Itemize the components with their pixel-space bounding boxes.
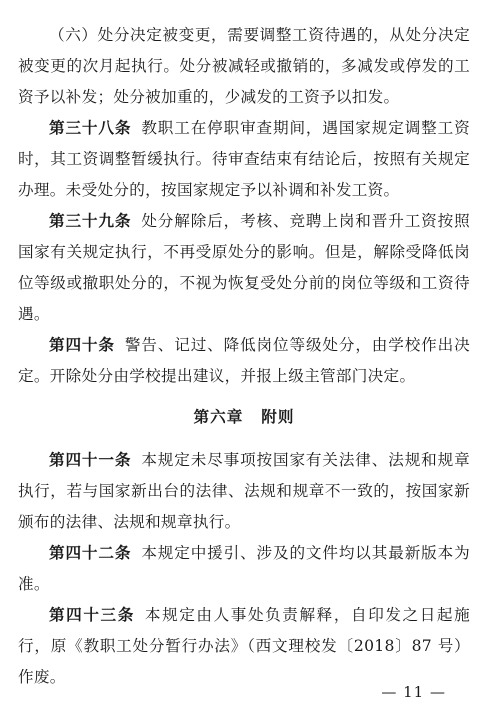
article-text: 处分解除后，考核、竞聘上岗和晋升工资按照国家有关规定执行，不再受原处分的影响。但是，解除受降低岗位等级或撤职处分的，不视为恢复受处分前的岗位等级和工资待遇。 [18, 212, 470, 323]
chapter-heading [18, 402, 470, 433]
article-text: 本规定中援引、涉及的文件均以其最新版本为准。 [18, 544, 470, 593]
article-number: 第四十三条 [49, 606, 135, 624]
article-42 [18, 538, 470, 600]
page-number: — 11 — [381, 683, 446, 701]
document-page [18, 20, 470, 693]
article-number: 第三十八条 [49, 119, 132, 137]
chapter-title: 附则 [261, 408, 295, 426]
paragraph-text: （六）处分决定被变更，需要调整工资待遇的，从处分决定被变更的次月起执行。处分被减轻或撤销的，多减发或停发的工资予以补发；处分被加重的，少减发的工资予以扣发。 [18, 26, 470, 106]
article-39 [18, 206, 470, 330]
article-number: 第四十二条 [49, 544, 132, 562]
paragraph-item-6 [18, 20, 470, 113]
article-number: 第四十一条 [49, 451, 132, 469]
article-number: 第四十条 [49, 336, 115, 354]
article-text: 教职工在停职审查期间，遇国家规定调整工资时，其工资调整暂缓执行。待审查结束有结论后，按照有关规定办理。未受处分的，按国家规定予以补调和补发工资。 [18, 119, 470, 199]
article-43 [18, 600, 470, 693]
chapter-number: 第六章 [193, 408, 244, 426]
article-40 [18, 330, 470, 392]
article-text: 本规定由人事处负责解释，自印发之日起施行，原《教职工处分暂行办法》（西文理校发〔2018〕87 号）作废。 [18, 606, 470, 686]
article-number: 第三十九条 [49, 212, 132, 230]
article-text: 本规定未尽事项按国家有关法律、法规和规章执行，若与国家新出台的法律、法规和规章不一致的，按国家新颁布的法律、法规和规章执行。 [18, 451, 470, 531]
article-38 [18, 113, 470, 206]
article-text: 警告、记过、降低岗位等级处分，由学校作出决定。开除处分由学校提出建议，并报上级主管部门决定。 [18, 336, 470, 385]
article-41 [18, 445, 470, 538]
